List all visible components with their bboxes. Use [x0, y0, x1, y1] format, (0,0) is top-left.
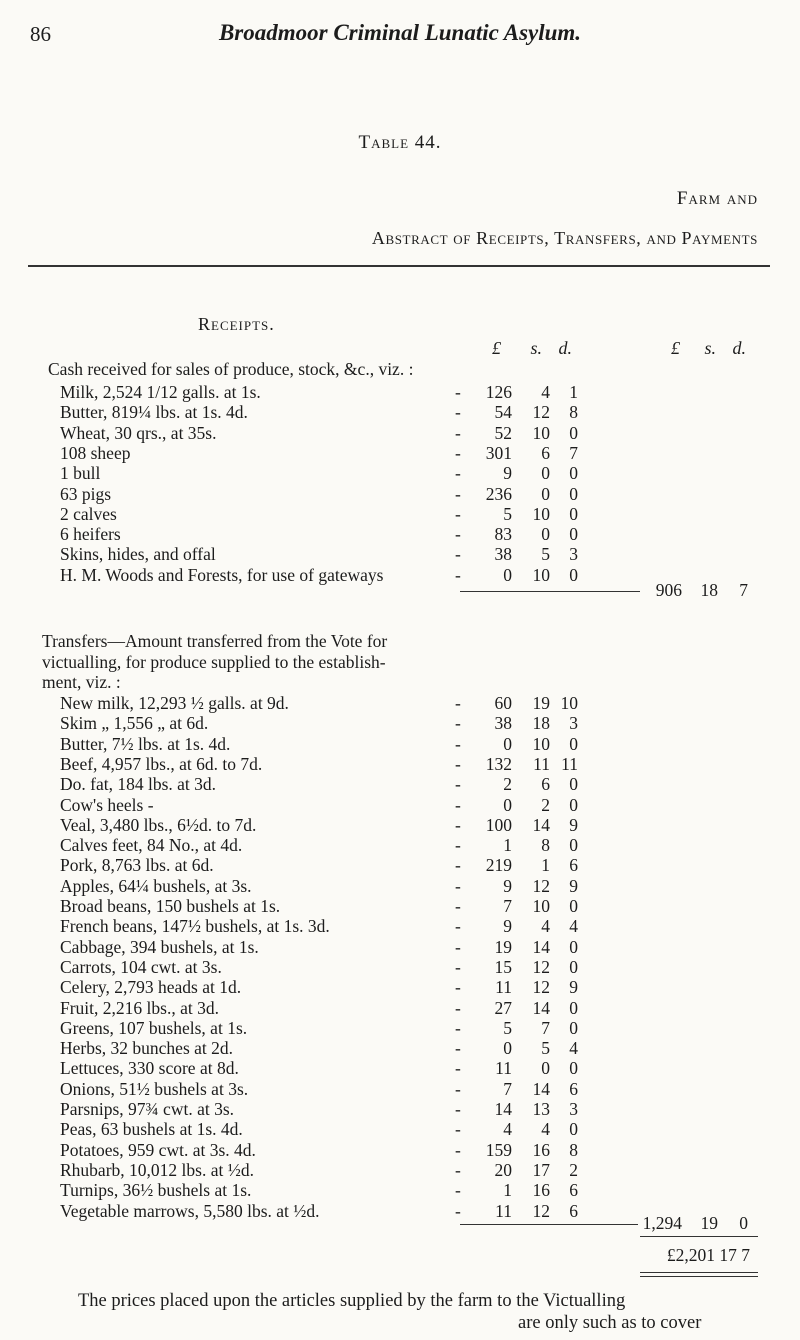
transfer-leader: -: [455, 733, 461, 754]
transfer-leader: -: [455, 916, 461, 937]
transfer-leader: -: [455, 956, 461, 977]
transfer-shillings: 17: [532, 1159, 550, 1180]
currency-header-3: £: [671, 338, 680, 358]
transfer-label: Apples, 64¼ bushels, at 3s.: [60, 875, 252, 896]
transfer-pence: 6: [569, 855, 578, 876]
transfer-leader: -: [455, 814, 461, 835]
transfer-pounds: 0: [503, 733, 512, 754]
transfer-label: Peas, 63 bushels at 1s. 4d.: [60, 1119, 243, 1140]
transfer-pence: 0: [569, 794, 578, 815]
cash-pence: 0: [569, 463, 578, 484]
transfer-pence: 9: [569, 977, 578, 998]
transfers-total-pounds: 1,294: [642, 1213, 682, 1233]
transfer-pounds: 5: [503, 1017, 512, 1038]
cash-label: 108 sheep: [60, 442, 131, 463]
transfer-pounds: 0: [503, 1038, 512, 1059]
transfer-shillings: 10: [532, 896, 550, 916]
transfer-pence: 10: [560, 693, 578, 713]
abstract-heading: Abstract of Receipts, Transfers, and Payments: [371, 228, 758, 248]
transfer-label: Onions, 51½ bushels at 3s.: [60, 1078, 249, 1099]
transfer-pounds: 159: [485, 1139, 512, 1160]
transfer-label: Carrots, 104 cwt. at 3s.: [60, 956, 222, 977]
cash-label: 2 calves: [60, 503, 117, 524]
cash-label: Wheat, 30 qrs., at 35s.: [60, 422, 217, 443]
transfer-label: Rhubarb, 10,012 lbs. at ½d.: [60, 1159, 254, 1180]
transfer-pence: 0: [569, 1017, 578, 1038]
transfer-shillings: 10: [532, 733, 550, 754]
transfer-shillings: 14: [532, 1078, 550, 1099]
transfer-pounds: 7: [503, 1078, 512, 1099]
cash-pounds: 236: [485, 483, 512, 504]
receipts-heading: Receipts.: [198, 314, 275, 334]
cash-leader: -: [455, 463, 461, 484]
currency-header-1: s.: [530, 338, 542, 358]
cash-leader: -: [455, 442, 461, 463]
transfer-shillings: 14: [532, 997, 550, 1018]
transfer-pounds: 11: [495, 977, 512, 998]
footer-line-2: are only such as to cover: [518, 1313, 702, 1333]
transfer-leader: -: [455, 713, 461, 734]
cash-pounds: 9: [503, 463, 512, 484]
transfer-pounds: 27: [494, 997, 512, 1018]
transfer-leader: -: [455, 997, 461, 1018]
transfer-pence: 2: [569, 1159, 578, 1180]
cash-leader: -: [455, 524, 461, 545]
transfer-pence: 0: [569, 835, 578, 856]
transfer-pence: 11: [561, 753, 578, 774]
running-head: Broadmoor Criminal Lunatic Asylum.: [218, 20, 582, 45]
transfer-leader: -: [455, 753, 461, 774]
currency-header-2: d.: [558, 338, 572, 358]
cash-pence: 0: [569, 503, 578, 524]
cash-pounds: 301: [485, 442, 512, 463]
transfer-leader: -: [455, 1180, 461, 1201]
cash-leader: -: [455, 483, 461, 504]
transfer-shillings: 14: [532, 936, 550, 957]
transfer-label: New milk, 12,293 ½ galls. at 9d.: [60, 693, 289, 713]
transfer-pounds: 132: [485, 753, 512, 774]
transfer-shillings: 13: [532, 1099, 550, 1119]
transfer-leader: -: [455, 1058, 461, 1079]
cash-label: 1 bull: [60, 463, 101, 484]
transfer-pence: 0: [569, 997, 578, 1018]
transfer-pounds: 7: [503, 896, 512, 916]
transfer-label: Turnips, 36½ bushels at 1s.: [60, 1180, 252, 1201]
table-title: Table 44.: [358, 132, 442, 153]
cash-pence: 0: [569, 422, 578, 443]
cash-shillings: 0: [541, 524, 550, 545]
transfer-pence: 9: [569, 814, 578, 835]
transfer-shillings: 2: [541, 794, 550, 815]
transfer-pounds: 20: [494, 1159, 512, 1180]
heading-rule: [28, 265, 770, 267]
currency-header-5: d.: [732, 338, 746, 358]
transfer-pence: 6: [569, 1180, 578, 1201]
transfer-leader: -: [455, 936, 461, 957]
transfer-shillings: 1: [541, 855, 550, 876]
cash-total-pounds: 906: [655, 580, 682, 600]
transfer-pounds: 219: [485, 855, 512, 876]
page-number: 86: [30, 22, 51, 46]
transfer-label: Do. fat, 184 lbs. at 3d.: [60, 774, 217, 795]
cash-label: Milk, 2,524 1/12 galls. at 1s.: [60, 382, 261, 402]
transfer-pence: 4: [569, 1038, 578, 1059]
cash-pounds: 52: [494, 422, 512, 443]
transfer-leader: -: [455, 1200, 461, 1221]
transfer-leader: -: [455, 977, 461, 998]
transfer-leader: -: [455, 693, 461, 713]
transfer-pounds: 11: [495, 1200, 512, 1221]
transfer-pounds: 9: [503, 875, 512, 896]
cash-pence: 3: [569, 544, 578, 565]
transfer-pounds: 19: [494, 936, 512, 957]
transfers-intro-0: Transfers—Amount transferred from the Vote for: [42, 631, 388, 651]
transfer-pence: 0: [569, 1119, 578, 1140]
cash-leader: -: [455, 422, 461, 443]
transfer-shillings: 7: [541, 1017, 550, 1038]
cash-pounds: 0: [503, 564, 512, 585]
transfer-shillings: 0: [541, 1058, 550, 1079]
cash-shillings: 10: [532, 503, 550, 524]
transfer-leader: -: [455, 875, 461, 896]
cash-leader: -: [455, 544, 461, 565]
cash-label: H. M. Woods and Forests, for use of gateways: [60, 564, 384, 585]
cash-shillings: 6: [541, 442, 550, 463]
cash-pounds: 54: [494, 402, 512, 423]
transfer-label: Calves feet, 84 No., at 4d.: [60, 835, 243, 856]
transfer-label: Butter, 7½ lbs. at 1s. 4d.: [60, 733, 231, 754]
transfer-label: Potatoes, 959 cwt. at 3s. 4d.: [60, 1139, 256, 1160]
transfer-shillings: 4: [541, 1119, 550, 1140]
transfer-label: Lettuces, 330 score at 8d.: [60, 1058, 239, 1079]
transfer-pounds: 0: [503, 794, 512, 815]
cash-leader: -: [455, 564, 461, 585]
transfer-leader: -: [455, 1078, 461, 1099]
cash-label: Butter, 819¼ lbs. at 1s. 4d.: [60, 402, 248, 423]
cash-pence: 0: [569, 564, 578, 585]
cash-total-shillings: 18: [700, 580, 718, 600]
transfer-leader: -: [455, 1038, 461, 1059]
transfer-shillings: 14: [532, 814, 550, 835]
transfer-label: Vegetable marrows, 5,580 lbs. at ½d.: [60, 1200, 320, 1221]
transfer-shillings: 18: [532, 713, 550, 734]
transfer-pounds: 38: [494, 713, 512, 734]
transfer-pence: 4: [569, 916, 578, 937]
cash-leader: -: [455, 503, 461, 524]
cash-label: Skins, hides, and offal: [60, 544, 216, 565]
transfer-shillings: 8: [541, 835, 550, 856]
transfer-shillings: 16: [532, 1180, 550, 1201]
cash-pounds: 38: [494, 544, 512, 565]
cash-pence: 0: [569, 483, 578, 504]
cash-shillings: 4: [541, 382, 550, 402]
cash-pounds: 5: [503, 503, 512, 524]
transfer-label: French beans, 147½ bushels, at 1s. 3d.: [60, 916, 330, 937]
transfer-leader: -: [455, 1017, 461, 1038]
transfers-total-shillings: 19: [700, 1213, 718, 1233]
transfer-label: Cabbage, 394 bushels, at 1s.: [60, 936, 259, 957]
transfer-label: Fruit, 2,216 lbs., at 3d.: [60, 997, 219, 1018]
cash-shillings: 0: [541, 463, 550, 484]
transfer-leader: -: [455, 774, 461, 795]
transfer-pounds: 15: [494, 956, 512, 977]
cash-total-pence: 7: [739, 580, 748, 600]
transfer-leader: -: [455, 1139, 461, 1160]
transfer-shillings: 12: [532, 875, 550, 896]
transfer-leader: -: [455, 1099, 461, 1119]
cash-label: 63 pigs: [60, 483, 112, 504]
transfer-shillings: 12: [532, 977, 550, 998]
grand-total-rule: [640, 1236, 758, 1237]
transfer-pence: 3: [569, 1099, 578, 1119]
farm-heading: Farm and: [676, 188, 758, 209]
transfer-pence: 9: [569, 875, 578, 896]
grand-total: £2,201 17 7: [666, 1245, 750, 1265]
cash-pence: 0: [569, 524, 578, 545]
transfer-shillings: 6: [541, 774, 550, 795]
transfer-leader: -: [455, 794, 461, 815]
transfer-label: Pork, 8,763 lbs. at 6d.: [60, 855, 214, 876]
transfer-pence: 0: [569, 774, 578, 795]
transfer-leader: -: [455, 855, 461, 876]
cash-intro: Cash received for sales of produce, stock, &c., viz. :: [48, 359, 414, 379]
transfer-label: Cow's heels -: [60, 794, 154, 815]
transfers-subtotal-rule: [460, 1224, 638, 1225]
transfer-label: Celery, 2,793 heads at 1d.: [60, 977, 242, 998]
transfer-label: Parsnips, 97¾ cwt. at 3s.: [60, 1099, 235, 1119]
footer-note: [78, 1290, 778, 1334]
grand-total-double-rule-0: [640, 1272, 758, 1273]
cash-leader: -: [455, 402, 461, 423]
cash-pence: 7: [569, 442, 578, 463]
cash-pounds: 126: [485, 382, 512, 402]
transfer-pence: 0: [569, 1058, 578, 1079]
transfer-pounds: 100: [485, 814, 512, 835]
transfer-label: Herbs, 32 bunches at 2d.: [60, 1038, 234, 1059]
transfer-label: Skim „ 1,556 „ at 6d.: [60, 713, 209, 734]
transfer-shillings: 4: [541, 916, 550, 937]
cash-subtotal-rule: [460, 591, 640, 592]
transfers-intro-2: ment, viz. :: [42, 672, 121, 692]
transfer-pence: 6: [569, 1200, 578, 1221]
transfer-pounds: 9: [503, 916, 512, 937]
cash-pence: 1: [569, 382, 578, 402]
transfer-pounds: 1: [503, 1180, 512, 1201]
transfer-pence: 0: [569, 956, 578, 977]
transfer-leader: -: [455, 1159, 461, 1180]
transfer-shillings: 16: [532, 1139, 550, 1160]
cash-shillings: 10: [532, 422, 550, 443]
transfer-shillings: 12: [532, 1200, 550, 1221]
transfer-pence: 8: [569, 1139, 578, 1160]
transfers-intro-1: victualling, for produce supplied to the establish-: [42, 651, 386, 672]
cash-shillings: 12: [532, 402, 550, 423]
transfer-shillings: 5: [541, 1038, 550, 1059]
footer-line-1: The prices placed upon the articles supplied by the farm to the Victualling: [78, 1291, 626, 1311]
transfer-label: Broad beans, 150 bushels at 1s.: [60, 896, 281, 916]
transfer-pence: 3: [569, 713, 578, 734]
transfer-shillings: 11: [533, 753, 550, 774]
cash-shillings: 5: [541, 544, 550, 565]
transfer-leader: -: [455, 1119, 461, 1140]
transfer-leader: -: [455, 896, 461, 916]
transfer-pence: 0: [569, 896, 578, 916]
currency-header-4: s.: [704, 338, 716, 358]
transfer-label: Greens, 107 bushels, at 1s.: [60, 1017, 248, 1038]
transfer-pounds: 2: [503, 774, 512, 795]
grand-total-double-rule-1: [640, 1276, 758, 1277]
cash-shillings: 0: [541, 483, 550, 504]
cash-leader: -: [455, 382, 461, 402]
transfer-shillings: 19: [532, 693, 550, 713]
cash-label: 6 heifers: [60, 524, 121, 545]
transfer-label: Beef, 4,957 lbs., at 6d. to 7d.: [60, 753, 263, 774]
transfer-pounds: 14: [494, 1099, 512, 1119]
transfer-leader: -: [455, 835, 461, 856]
transfer-shillings: 12: [532, 956, 550, 977]
transfer-pence: 0: [569, 936, 578, 957]
cash-pounds: 83: [494, 524, 512, 545]
transfer-label: Veal, 3,480 lbs., 6½d. to 7d.: [60, 814, 257, 835]
transfer-pence: 6: [569, 1078, 578, 1099]
transfer-pounds: 4: [503, 1119, 512, 1140]
transfer-pounds: 1: [503, 835, 512, 856]
cash-shillings: 10: [532, 564, 550, 585]
transfers-total-pence: 0: [739, 1213, 748, 1233]
transfer-pounds: 60: [494, 693, 512, 713]
currency-header-0: £: [492, 338, 501, 358]
transfer-pounds: 11: [495, 1058, 512, 1079]
cash-pence: 8: [569, 402, 578, 423]
transfer-pence: 0: [569, 733, 578, 754]
